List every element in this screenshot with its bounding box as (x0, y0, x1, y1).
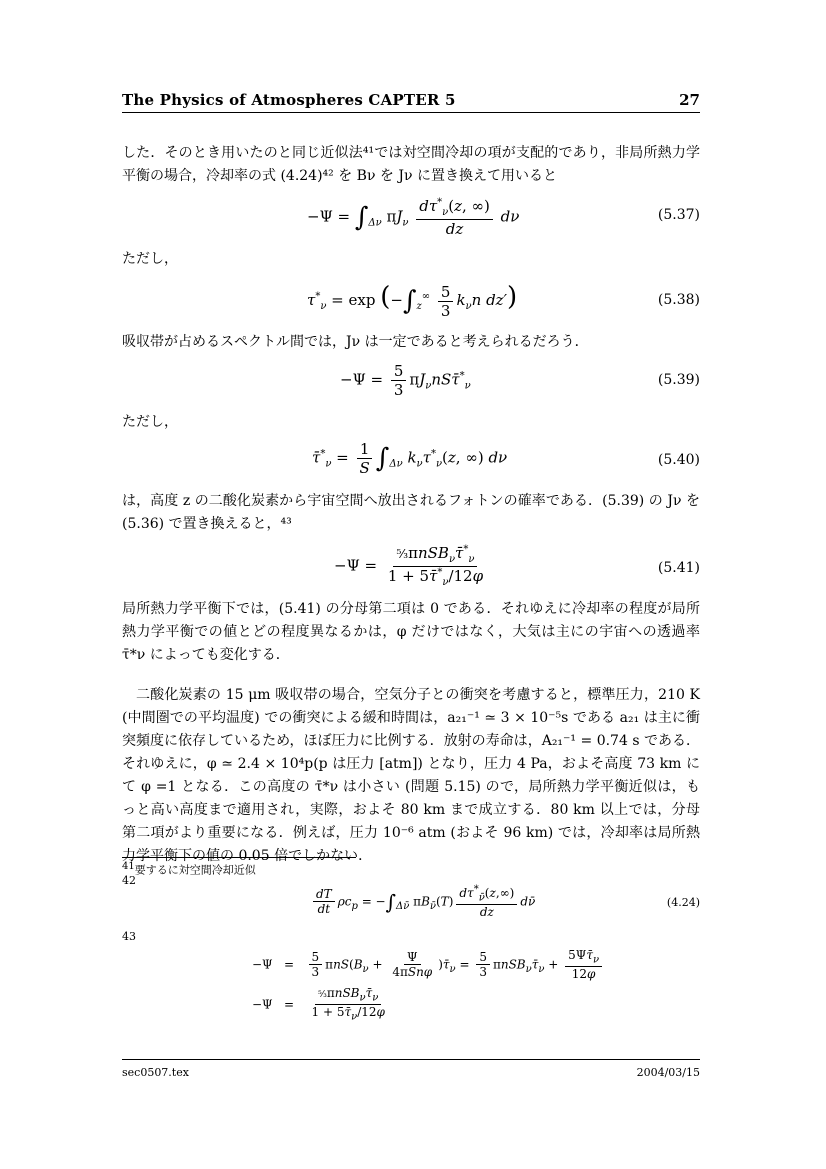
footnote-text: 要するに対空間冷却近似 (134, 863, 256, 877)
footnote-equations-43: −Ψ = $\frac{5}{3}$ $\pi nS(B_\nu$ + $\frac{\Psi}{\text{4πSnφ}}$ )$\taū_\nu$ = $\frac{5}{3}$ $\pi nSB_\nu\taū_\nu$ + $\frac{5\Psi\taū_\nu}{12\varphi}$ −Ψ = $\frac{^5⁄_3\pi nSB_\nu\taū_\nu}{1 + 5\taū_\nu/12\varphi}$ (122, 948, 700, 1028)
equation-number: (4.24) (666, 896, 700, 909)
equation-5-37: $-\Psi = \int_{\Delta\nu}$ $\pi J_\nu$ $\frac{d\tau^*_\nu(z, \infty)}{dz}$ dν (5.37) (307, 197, 700, 238)
equation-5-38: $\tau^*_\nu = \exp (-\int_z^\infty$ $\frac{5}{3}$ $k_\nu n$ dz′) (5.38) (307, 282, 700, 320)
paragraph-3: 吸収帯が占めるスペクトル間では，Jν は一定であると考えられるだろう． (122, 334, 589, 350)
paragraph-7: 二酸化炭素の 15 μm 吸収帯の場合，空気分子との衝突を考慮すると，標準圧力，210 K (中間圏での平均温度) での衝突による緩和時間は，a₂₁⁻¹ ≃ 3 × 10⁻⁵s である a₂₁ は主に衝突頻度に依存しているため，ほぼ圧力に比例する．放射の寿命は，A₂₁⁻¹ = 0.74 s である．それゆえに，φ ≃ 2.4 × 10⁴p(p は圧力 [atm]) となり，圧力 4 Pa，およそ高度 73 km にて φ =1 となる．この高度の τ̄*ν は小さい (問題 5.15) ので，局所熱力学平衡近似は，もっと高い高度まで適用され，実際，およそ 80 km まで成立する．80 km 以上では，分母第二項がより重要になる．例えば，圧力 10⁻⁶ atm (およそ 96 km) では，冷却率は局所熱力学平衡下の値の 0.05 倍でしかない． (122, 687, 700, 864)
paragraph-2: ただし， (122, 251, 178, 267)
header-rule (122, 112, 700, 113)
footer-filename: sec0507.tex (122, 1066, 189, 1079)
paragraph-5: は，高度 z の二酸化炭素から宇宙空間へ放出されるフォトンの確率である．(5.39) の Jν を (5.36) で置き換えると，⁴³ (122, 493, 700, 532)
equation-number: (5.39) (657, 372, 700, 388)
paragraph-4: ただし， (122, 414, 178, 430)
footnote-41 (122, 861, 256, 878)
paragraph-6: 局所熱力学平衡下では，(5.41) の分母第二項は 0 である．それゆえに冷却率の程度が局所熱力学平衡での値とどの程度異なるかは，φ だけではなく，大気は主にの宇宙への透過率 τ̄*ν によっても変化する． (122, 601, 700, 663)
equation-5-39: −Ψ = $\frac{5}{3}$ $\pi J_\nu nS\taū^*_\nu$ (5.39) (340, 362, 700, 399)
equation-5-40: $\taū^*_\nu$ = $\frac{1}{S}$ $\int_{\Delta\nu}$ $k_\nu\tau^*_\nu(z$, ∞) dν (5.40) (312, 440, 700, 477)
equation-number: (5.37) (657, 207, 700, 223)
footnote-equation-4-24: $\frac{dT}{dt}$ $\rho c_p = -\int_{\Delta\nū}$ $\pi B_{\nū}(T)$ $\frac{d\tau^*_{\nū}(z,\infty)}{dz}$ dν̄ (4.24) (122, 884, 700, 924)
equation-number: (5.38) (657, 292, 700, 308)
equation-number: (5.40) (657, 452, 700, 468)
running-header-title: The Physics of Atmospheres CAPTER 5 (122, 91, 456, 109)
equation-5-41: −Ψ = $\frac{^5⁄_3\pi nSB_\nu\taū^*_\nu}{1 + 5\taū^*_\nu/12\varphi}$ (5.41) (334, 544, 700, 588)
footnote-43-mark: 43 (122, 930, 136, 943)
page-number: 27 (679, 91, 700, 109)
paragraph-1: した．そのとき用いたのと同じ近似法⁴¹では対空間冷却の項が支配的であり，非局所熱力学平衡の場合，冷却率の式 (4.24)⁴² を Bν を Jν に置き換えて用いると (122, 145, 700, 184)
footnote-42-mark: 42 (122, 874, 136, 887)
footer-date: 2004/03/15 (636, 1066, 700, 1079)
footnote-rule (122, 857, 356, 858)
footnote-mark: 41 (122, 861, 135, 872)
footer-rule (122, 1059, 700, 1060)
equation-number: (5.41) (657, 560, 700, 576)
